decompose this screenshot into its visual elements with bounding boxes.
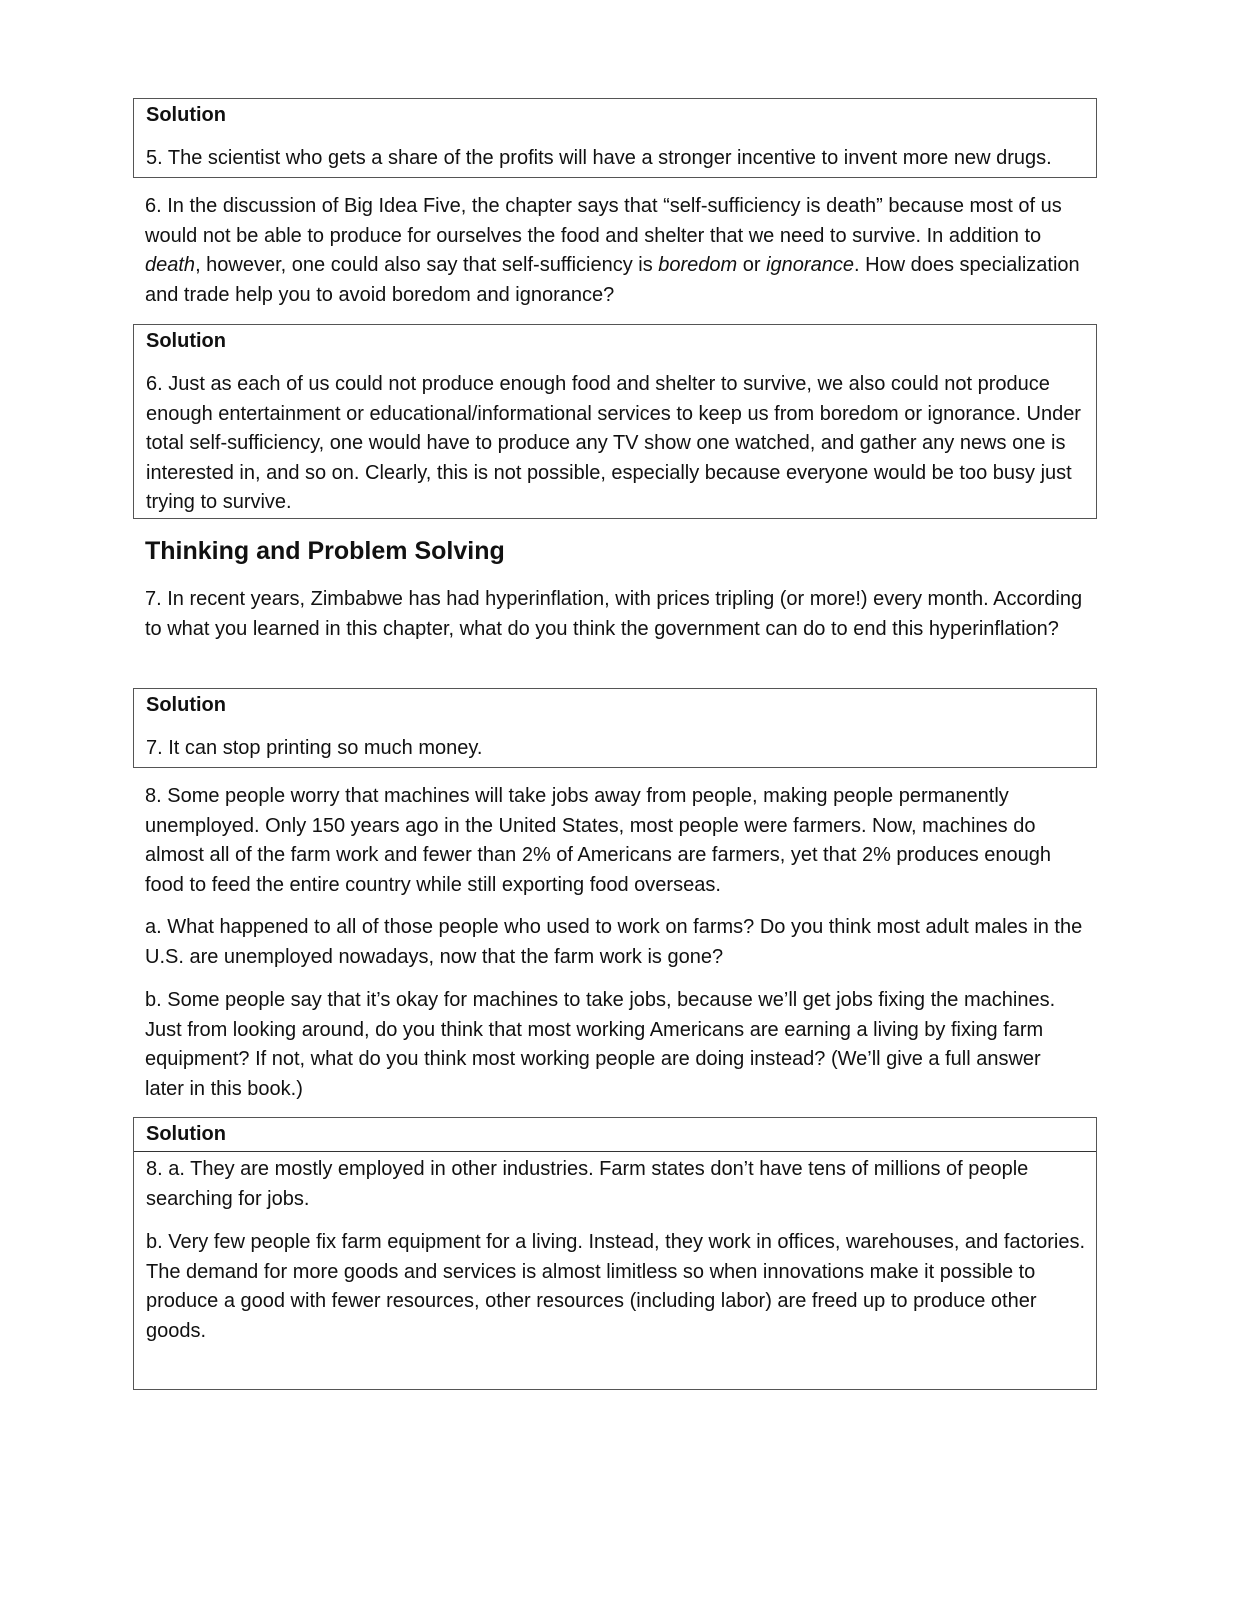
solution-box-6 bbox=[133, 324, 1097, 519]
question-8a: a. What happened to all of those people who used to work on farms? Do you think most adult males in the U.S. are unemployed nowadays, now that the farm work is gone? bbox=[145, 916, 1083, 968]
question-6-emphasis-ignorance: ignorance bbox=[766, 254, 854, 276]
solution-6-text: 6. Just as each of us could not produce enough food and shelter to survive, we also could not produce enough entertainment or educational/informational services to keep us from boredom or ignorance. Under total self-sufficiency, one would have to produce any TV show one watched, and gather any news one is interested in, and so on. Clearly, this is not possible, especially because everyone would be too busy just trying to survive. bbox=[146, 373, 1081, 513]
question-6-emphasis-death: death bbox=[145, 254, 196, 276]
solution-8b-text: b. Very few people fix farm equipment for a living. Instead, they work in offices, warehouses, and factories. The demand for more goods and services is almost limitless so when innovations make it possible to produce a good with fewer resources, other resources (including labor) are freed up to produce other goods. bbox=[146, 1231, 1086, 1342]
question-6-part4: . How does specialization and trade help you to avoid boredom and ignorance? bbox=[145, 254, 1080, 306]
section-heading: Thinking and Problem Solving bbox=[145, 537, 505, 565]
solution-5-text: 5. The scientist who gets a share of the profits will have a stronger incentive to invent more new drugs. bbox=[146, 147, 1052, 169]
question-6-part3: or bbox=[737, 254, 767, 276]
solution-label: Solution bbox=[146, 104, 226, 126]
question-6-part2: , however, one could also say that self-sufficiency is bbox=[195, 254, 659, 276]
question-8: 8. Some people worry that machines will take jobs away from people, making people permanently unemployed. Only 150 years ago in the United States, most people were farmers. Now, machines do almost all of the farm work and fewer than 2% of Americans are farmers, yet that 2% produces enough food to feed the entire country while still exporting food overseas. bbox=[145, 785, 1052, 896]
solution-label: Solution bbox=[146, 1123, 226, 1145]
solution-box-5 bbox=[133, 98, 1097, 178]
question-6 bbox=[145, 192, 1085, 310]
solution-label: Solution bbox=[146, 330, 226, 352]
question-6-part1: 6. In the discussion of Big Idea Five, the chapter says that “self-sufficiency is death” because most of us would not be able to produce for ourselves the food and shelter that we need to survive. In addition to bbox=[145, 195, 1062, 247]
solution-divider bbox=[134, 1151, 1096, 1152]
solution-box-8 bbox=[133, 1117, 1097, 1390]
question-8b: b. Some people say that it’s okay for machines to take jobs, because we’ll get jobs fixing the machines. Just from looking around, do you think that most working Americans are earning a living by fixing farm equipment? If not, what do you think most working people are doing instead? (We’ll give a full answer later in this book.) bbox=[145, 989, 1056, 1100]
solution-7-text: 7. It can stop printing so much money. bbox=[146, 737, 483, 759]
solution-8a-text: 8. a. They are mostly employed in other industries. Farm states don’t have tens of millions of people searching for jobs. bbox=[146, 1158, 1029, 1210]
question-6-emphasis-boredom: boredom bbox=[658, 254, 738, 276]
solution-box-7 bbox=[133, 688, 1097, 768]
solution-label: Solution bbox=[146, 694, 226, 716]
question-7: 7. In recent years, Zimbabwe has had hyperinflation, with prices tripling (or more!) every month. According to what you learned in this chapter, what do you think the government can do to end this hyperinflation? bbox=[145, 588, 1083, 640]
